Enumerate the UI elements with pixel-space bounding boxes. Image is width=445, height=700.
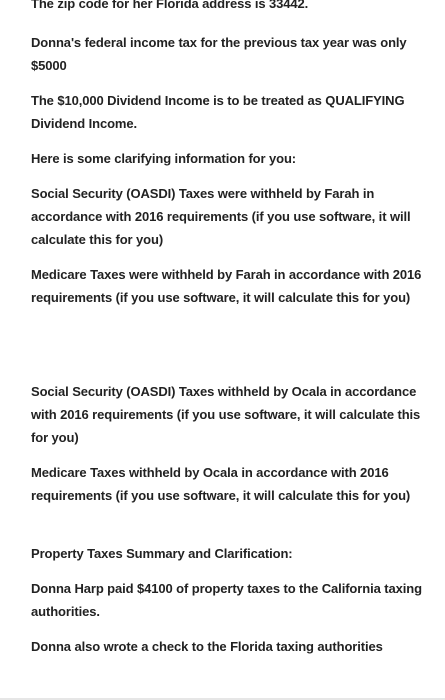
federal-tax-paragraph: Donna's federal income tax for the previous tax year was only $5000 — [31, 35, 407, 73]
dividend-income-paragraph: The $10,000 Dividend Income is to be treated as QUALIFYING Dividend Income. — [31, 93, 405, 131]
florida-check-paragraph: Donna also wrote a check to the Florida taxing authorities — [31, 639, 383, 654]
oasdi-ocala-paragraph: Social Security (OASDI) Taxes withheld by Ocala in accordance with 2016 requirements (if you use software, it will calculate this for you) — [31, 384, 421, 445]
property-taxes-heading: Property Taxes Summary and Clarification: — [31, 546, 293, 561]
clarifying-info-heading: Here is some clarifying information for you: — [31, 151, 297, 166]
oasdi-farah-paragraph: Social Security (OASDI) Taxes were withheld by Farah in accordance with 2016 requirements (if you use software, it will calculate this for you) — [31, 186, 411, 247]
california-property-tax-paragraph: Donna Harp paid $4100 of property taxes to the California taxing authorities. — [31, 581, 422, 619]
medicare-farah-paragraph: Medicare Taxes were withheld by Farah in accordance with 2016 requirements (if you use software, it will calculate this for you) — [31, 267, 422, 305]
medicare-ocala-paragraph: Medicare Taxes withheld by Ocala in accordance with 2016 requirements (if you use software, it will calculate this for you) — [31, 465, 411, 503]
zip-code-paragraph: The zip code for her Florida address is 33442. — [31, 0, 309, 11]
